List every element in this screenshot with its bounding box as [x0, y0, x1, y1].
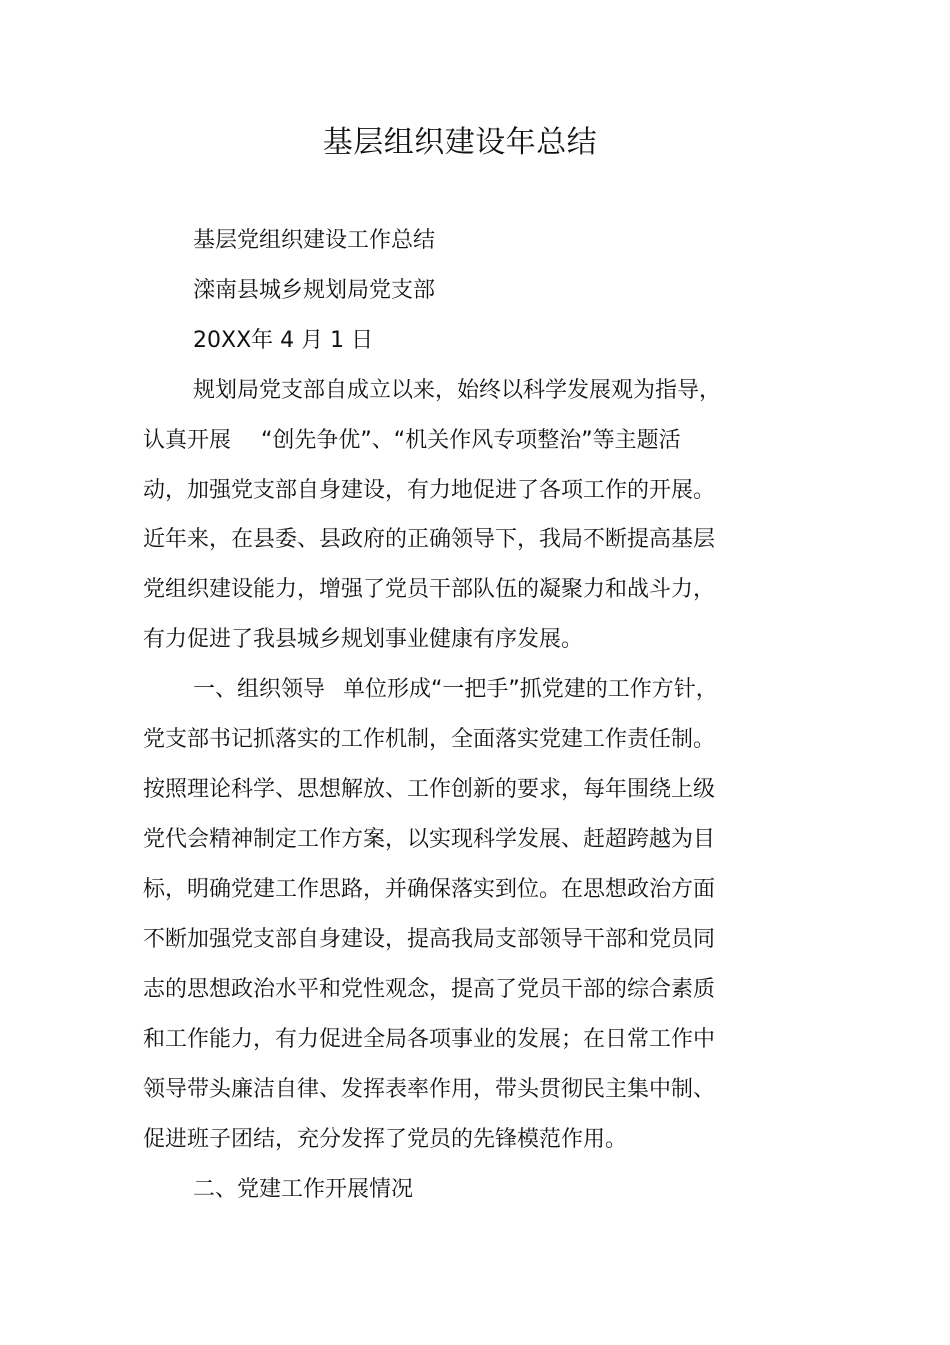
paragraph-line: 党组织建设能力，增强了党员干部队伍的凝聚力和战斗力，	[143, 577, 716, 602]
paragraph-line: 党代会精神制定工作方案，以实现科学发展、赶超跨越为目	[143, 827, 716, 852]
paragraph-line: 按照理论科学、思想解放、工作创新的要求，每年围绕上级	[143, 777, 716, 802]
paragraph-line: 领导带头廉洁自律、发挥表率作用，带头贯彻民主集中制、	[143, 1077, 716, 1102]
paragraph-line: 动，加强党支部自身建设，有力地促进了各项工作的开展。	[143, 478, 716, 503]
document-title: 基层组织建设年总结	[322, 125, 598, 160]
section-heading: 二、党建工作开展情况	[193, 1177, 414, 1202]
paragraph-line-part: “创先争优”、“机关作风专项整治”等主题活	[261, 428, 681, 453]
paragraph-line: 和工作能力，有力促进全局各项事业的发展；在日常工作中	[143, 1027, 716, 1052]
document-date: 20XX年 4 月 1 日	[193, 328, 374, 353]
paragraph-line: 有力促进了我县城乡规划事业健康有序发展。	[143, 627, 584, 652]
paragraph-line: 党支部书记抓落实的工作机制，全面落实党建工作责任制。	[143, 727, 716, 752]
section-heading: 一、组织领导	[193, 677, 326, 702]
paragraph-line	[193, 674, 718, 706]
paragraph-line: 标，明确党建工作思路，并确保落实到位。在思想政治方面	[143, 877, 716, 902]
organization-name: 滦南县城乡规划局党支部	[193, 278, 436, 303]
paragraph-line-part: 单位形成“一把手”抓党建的工作方针，	[343, 677, 718, 702]
paragraph-line: 志的思想政治水平和党性观念，提高了党员干部的综合素质	[143, 977, 716, 1002]
paragraph-line: 近年来，在县委、县政府的正确领导下，我局不断提高基层	[143, 527, 716, 552]
paragraph-line: 规划局党支部自成立以来，始终以科学发展观为指导，	[193, 378, 722, 403]
document-subtitle: 基层党组织建设工作总结	[193, 228, 436, 253]
paragraph-line-part: 认真开展	[143, 428, 232, 453]
paragraph-line	[143, 425, 681, 457]
paragraph-line: 促进班子团结，充分发挥了党员的先锋模范作用。	[143, 1127, 628, 1152]
paragraph-line: 不断加强党支部自身建设，提高我局支部领导干部和党员同	[143, 927, 716, 952]
